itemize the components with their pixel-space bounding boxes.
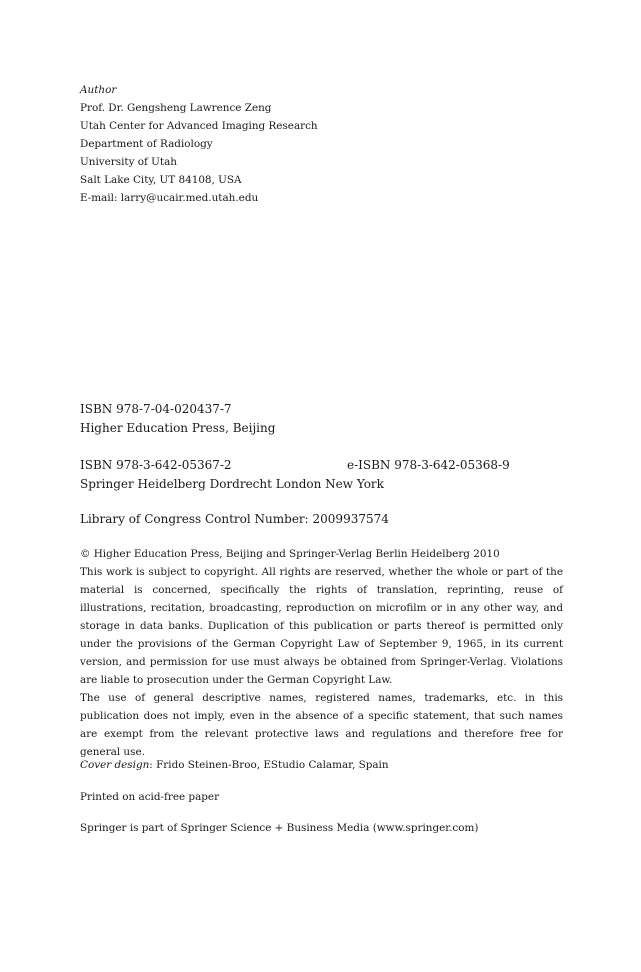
author-block bbox=[80, 81, 318, 207]
author-department: Department of Radiology bbox=[80, 138, 213, 150]
springer-part-block bbox=[80, 819, 478, 837]
springer-isbn-row bbox=[80, 456, 563, 475]
author-university: University of Utah bbox=[80, 156, 177, 168]
author-email: E-mail: larry@ucair.med.utah.edu bbox=[80, 192, 259, 204]
hep-publisher: Higher Education Press, Beijing bbox=[80, 421, 276, 435]
springer-part-note: Springer is part of Springer Science + Business Media (www.springer.com) bbox=[80, 822, 479, 834]
springer-cities: Springer Heidelberg Dordrecht London New York bbox=[80, 477, 384, 491]
author-address: Salt Lake City, UT 84108, USA bbox=[80, 174, 242, 186]
author-affiliation: Utah Center for Advanced Imaging Research bbox=[80, 120, 318, 132]
copyright-block bbox=[80, 545, 563, 761]
springer-eisbn: e-ISBN 978-3-642-05368-9 bbox=[347, 458, 510, 472]
loc-block bbox=[80, 510, 389, 529]
cover-design-credit: : Frido Steinen-Broo, EStudio Calamar, Spain bbox=[149, 759, 389, 771]
loc-control-number: Library of Congress Control Number: 2009937574 bbox=[80, 512, 389, 526]
springer-cities-block bbox=[80, 475, 384, 494]
printed-note: Printed on acid-free paper bbox=[80, 791, 220, 803]
springer-isbn: ISBN 978-3-642-05367-2 bbox=[80, 458, 232, 472]
author-heading: Author bbox=[80, 84, 117, 96]
author-name: Prof. Dr. Gengsheng Lawrence Zeng bbox=[80, 102, 272, 114]
copyright-paragraph: This work is subject to copyright. All rights are reserved, whether the whole or part of the material is concerned, specifically the rights of translation, reprinting, reuse of illustrations, recitation, broadcasting, reproduction on microfilm or in any other way, and storage in data banks. Duplication of this publication or parts thereof is permitted only under the provisions of the German Copyright Law of September 9, 1965, in its current version, and permission for use must always be obtained from Springer-Verlag. Violations are liable to prosecution under the German Copyright Law. bbox=[80, 566, 563, 686]
copyright-line: © Higher Education Press, Beijing and Springer-Verlag Berlin Heidelberg 2010 bbox=[80, 548, 500, 560]
printed-block bbox=[80, 788, 219, 806]
cover-design-label: Cover design bbox=[80, 759, 150, 771]
cover-design-block bbox=[80, 756, 389, 774]
hep-isbn: ISBN 978-7-04-020437-7 bbox=[80, 402, 232, 416]
hep-isbn-block bbox=[80, 400, 275, 438]
trademark-paragraph: The use of general descriptive names, registered names, trademarks, etc. in this publication does not imply, even in the absence of a specific statement, that such names are exempt from the relevant protective laws and regulations and therefore free for general use. bbox=[80, 692, 563, 758]
